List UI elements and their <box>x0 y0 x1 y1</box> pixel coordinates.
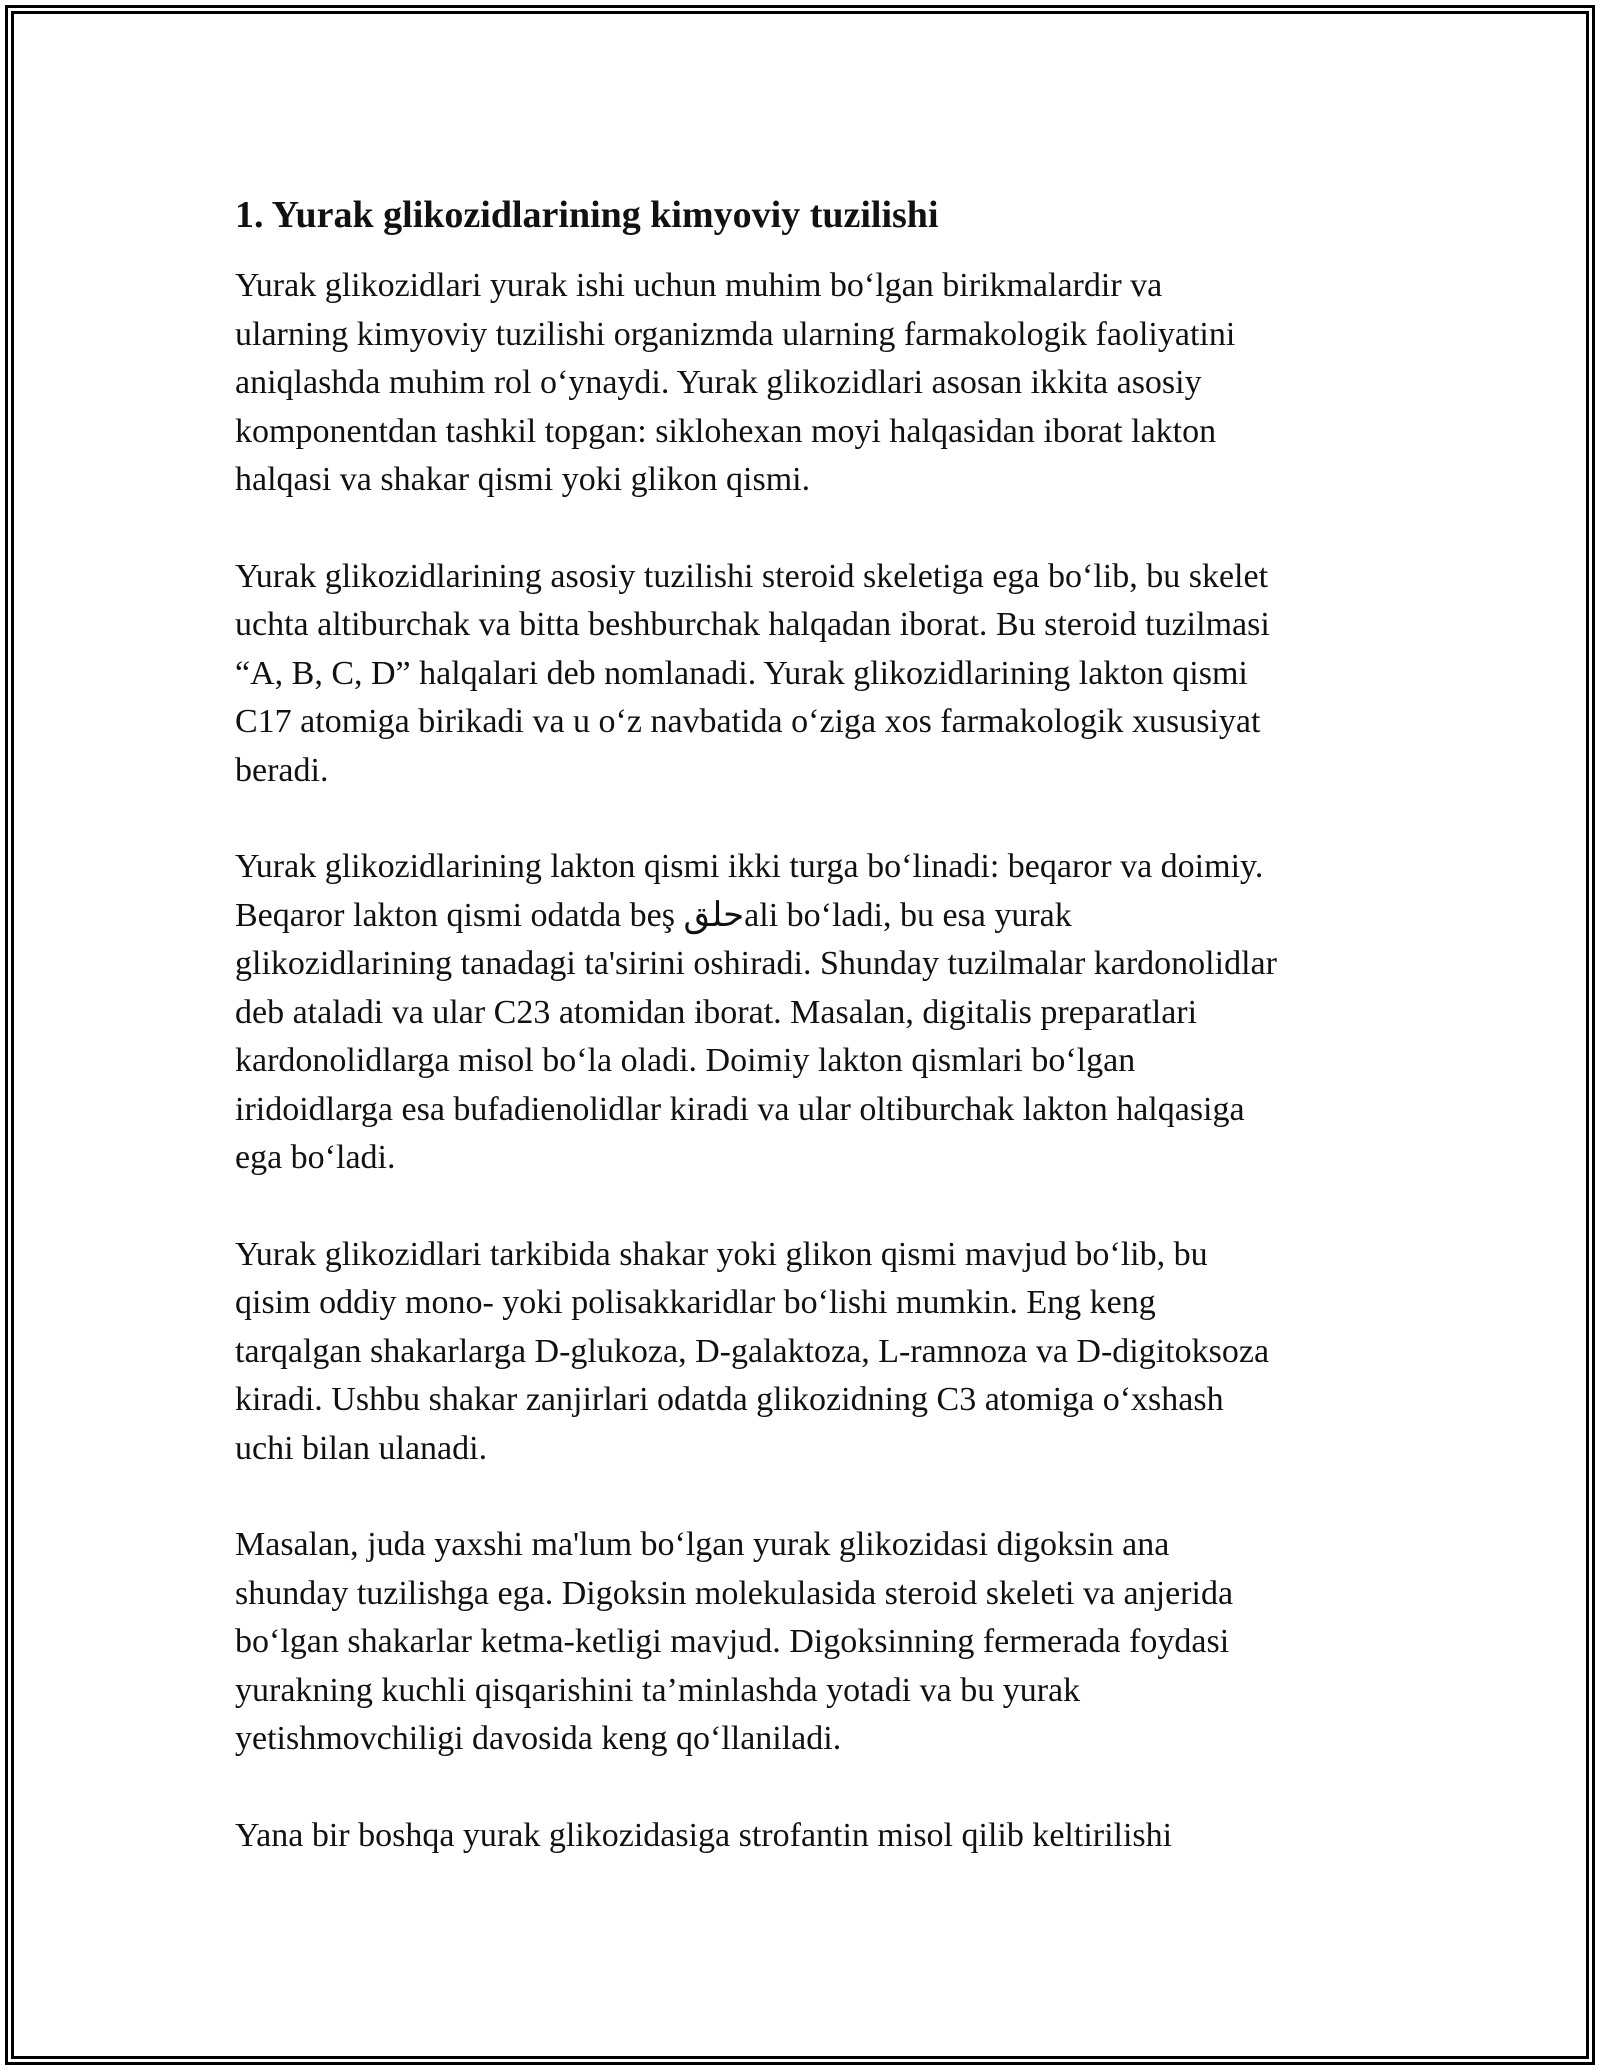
paragraph-lactone-types <box>235 843 1365 1183</box>
text-line: Yurak glikozidlari yurak ishi uchun muhim bo‘lgan birikmalardir va <box>235 267 1163 304</box>
text-line: glikozidlarining tanadagi ta'sirini oshiradi. Shunday tuzilmalar kardonolidlar <box>235 945 1277 982</box>
text-line: Yurak glikozidlarining asosiy tuzilishi steroid skeletiga ega bo‘lib, bu skelet <box>235 557 1269 595</box>
paragraph-sugar-part <box>235 1231 1365 1474</box>
paragraph-strophanthin <box>235 1812 1365 1861</box>
text-line: kardonolidlarga misol bo‘la oladi. Doimiy lakton qismlari bo‘lgan <box>235 1042 1136 1079</box>
text-line: Beqaror lakton qismi odatda beş حلقali bo‘ladi, bu esa yurak <box>235 896 1072 934</box>
text-line: yurakning kuchli qisqarishini ta’minlashda yotadi va bu yurak <box>235 1671 1081 1709</box>
text-line: komponentdan tashkil topgan: siklohexan moyi halqasidan iborat lakton <box>235 412 1217 450</box>
text-line: Masalan, juda yaxshi ma'lum bo‘lgan yurak glikozidasi digoksin ana <box>235 1526 1170 1563</box>
text-line: uchi bilan ulanadi. <box>235 1429 488 1467</box>
text-line: C17 atomiga birikadi va u o‘z navbatida o‘ziga xos farmakologik xususiyat <box>235 703 1261 740</box>
paragraph-digoxin <box>235 1521 1365 1764</box>
text-line: beradi. <box>235 751 329 789</box>
text-line: ularning kimyoviy tuzilishi organizmda ularning farmakologik faoliyatini <box>235 315 1236 353</box>
text-line: aniqlashda muhim rol o‘ynaydi. Yurak glikozidlari asosan ikkita asosiy <box>235 364 1202 401</box>
paragraph-structure-overview <box>235 262 1365 505</box>
text-line: yetishmovchiligi davosida keng qo‘llaniladi. <box>235 1720 842 1757</box>
document-body <box>235 186 1365 1908</box>
text-line: uchta altiburchak va bitta beshburchak halqadan iborat. Bu steroid tuzilmasi <box>235 606 1270 643</box>
text-line: Yana bir boshqa yurak glikozidasiga strofantin misol qilib keltirilishi <box>235 1816 1173 1854</box>
text-line: ega bo‘ladi. <box>235 1139 396 1176</box>
text-line: Yurak glikozidlari tarkibida shakar yoki glikon qismi mavjud bo‘lib, bu <box>235 1235 1208 1273</box>
text-line: kiradi. Ushbu shakar zanjirlari odatda glikozidning C3 atomiga o‘xshash <box>235 1381 1224 1418</box>
text-line: bo‘lgan shakarlar ketma-ketligi mavjud. Digoksinning fermerada foydasi <box>235 1623 1230 1660</box>
paragraph-steroid-skeleton <box>235 553 1365 796</box>
text-line: qisim oddiy mono- yoki polisakkaridlar bo‘lishi mumkin. Eng keng <box>235 1284 1156 1321</box>
text-line: iridoidlarga esa bufadienolidlar kiradi va ular oltiburchak lakton halqasiga <box>235 1090 1245 1128</box>
text-line: deb ataladi va ular C23 atomidan iborat. Masalan, digitalis preparatlari <box>235 993 1198 1031</box>
text-line: Yurak glikozidlarining lakton qismi ikki turga bo‘linadi: beqaror va doimiy. <box>235 848 1264 885</box>
text-line: “A, B, C, D” halqalari deb nomlanadi. Yurak glikozidlarining lakton qismi <box>235 654 1248 692</box>
text-line: halqasi va shakar qismi yoki glikon qismi. <box>235 461 811 498</box>
text-line: tarqalgan shakarlarga D-glukoza, D-galaktoza, L-ramnoza va D-digitoksoza <box>235 1332 1270 1370</box>
section-heading: 1. Yurak glikozidlarining kimyoviy tuzilishi <box>235 194 939 236</box>
text-line: shunday tuzilishga ega. Digoksin molekulasida steroid skeleti va anjerida <box>235 1574 1234 1612</box>
